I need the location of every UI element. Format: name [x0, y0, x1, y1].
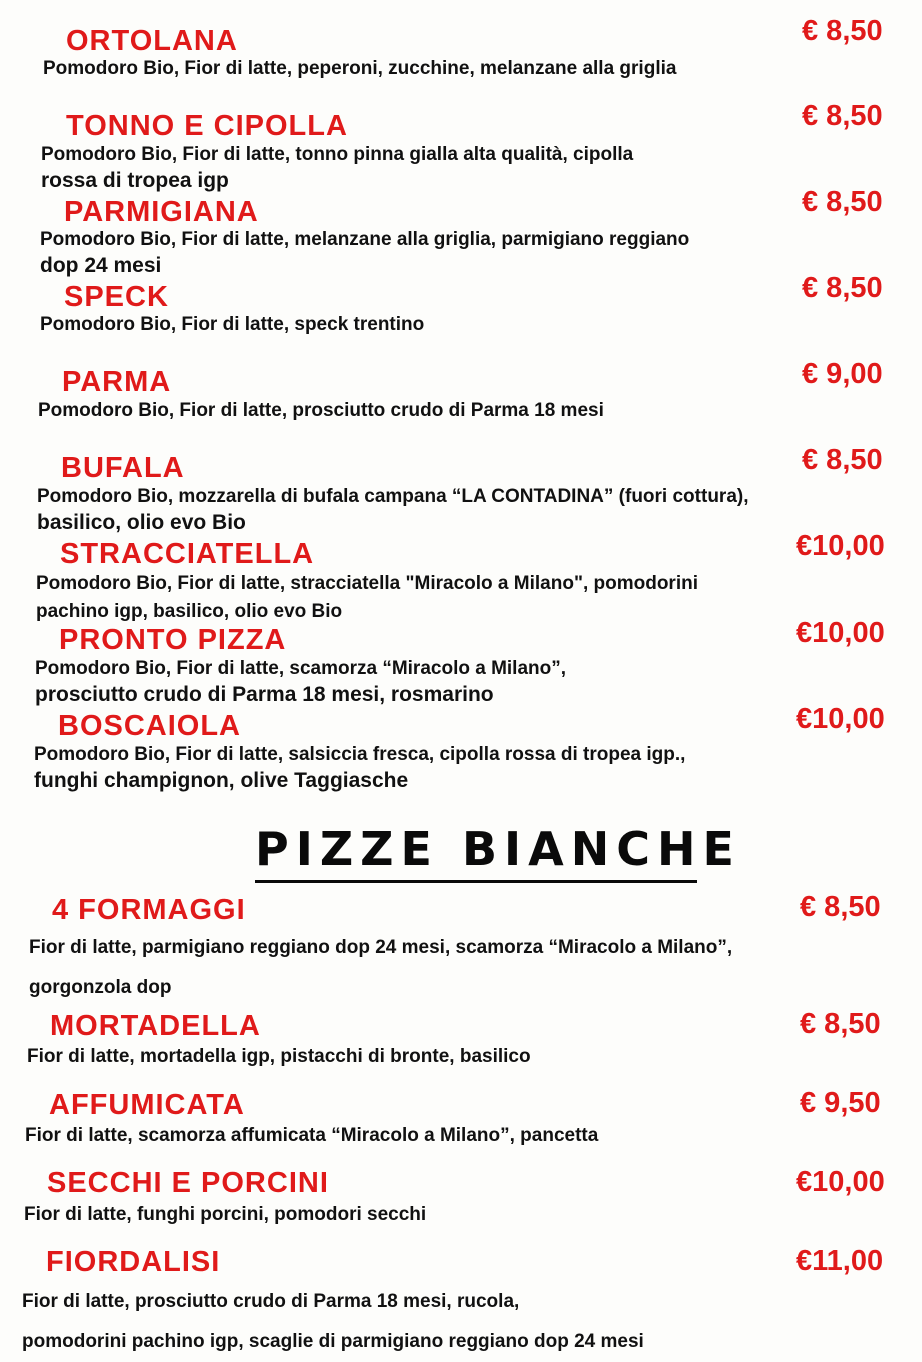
item-price-tonno-e-cipolla: € 8,50 [802, 100, 883, 132]
desc-line: funghi champignon, olive Taggiasche [34, 769, 409, 792]
item-name-speck: SPECK [64, 281, 169, 313]
item-name-fiordalisi: FIORDALISI [46, 1246, 221, 1278]
item-name-ortolana: ORTOLANA [66, 25, 238, 57]
desc-line: gorgonzola dop [29, 977, 172, 998]
section-title-underline [255, 880, 697, 883]
item-price-pronto-pizza: €10,00 [796, 617, 885, 649]
item-name-pronto-pizza: PRONTO PIZZA [59, 624, 287, 656]
item-price-ortolana: € 8,50 [802, 15, 883, 47]
section-title-pizze-bianche: PIZZE BIANCHE [255, 822, 741, 876]
desc-line: Pomodoro Bio, Fior di latte, scamorza “Miracolo a Milano”, [35, 658, 567, 679]
desc-line: Pomodoro Bio, Fior di latte, melanzane alla griglia, parmigiano reggiano [40, 229, 690, 250]
desc-line: Pomodoro Bio, Fior di latte, tonno pinna gialla alta qualità, cipolla [41, 144, 634, 165]
item-price-speck: € 8,50 [802, 272, 883, 304]
item-desc-boscaiola [34, 742, 685, 794]
item-price-bufala: € 8,50 [802, 444, 883, 476]
item-desc-parma [38, 399, 604, 423]
item-name-parmigiana: PARMIGIANA [64, 196, 259, 228]
item-desc-bufala [37, 484, 749, 536]
item-desc-ortolana [43, 57, 676, 81]
item-name-mortadella: MORTADELLA [50, 1010, 261, 1042]
desc-line: rossa di tropea igp [41, 169, 229, 192]
item-price-mortadella: € 8,50 [800, 1008, 881, 1040]
item-name-parma: PARMA [62, 366, 172, 398]
desc-line: Pomodoro Bio, Fior di latte, prosciutto crudo di Parma 18 mesi [38, 400, 604, 421]
desc-line: pomodorini pachino igp, scaglie di parmigiano reggiano dop 24 mesi [22, 1331, 644, 1352]
item-desc-fiordalisi [22, 1282, 644, 1362]
desc-line: Pomodoro Bio, Fior di latte, peperoni, zucchine, melanzane alla griglia [43, 58, 677, 79]
item-desc-speck [40, 313, 424, 337]
item-price-parmigiana: € 8,50 [802, 186, 883, 218]
desc-line: Fior di latte, mortadella igp, pistacchi di bronte, basilico [27, 1046, 531, 1067]
item-price-4-formaggi: € 8,50 [800, 891, 881, 923]
desc-line: Pomodoro Bio, mozzarella di bufala campana “LA CONTADINA” (fuori cottura), [37, 486, 749, 507]
item-desc-4-formaggi [29, 928, 732, 1008]
item-name-bufala: BUFALA [61, 452, 185, 484]
item-price-parma: € 9,00 [802, 358, 883, 390]
item-desc-stracciatella [36, 570, 698, 626]
desc-line: prosciutto crudo di Parma 18 mesi, rosmarino [35, 683, 494, 706]
item-name-tonno-e-cipolla: TONNO E CIPOLLA [66, 110, 348, 142]
item-price-fiordalisi: €11,00 [796, 1245, 884, 1277]
item-name-4-formaggi: 4 FORMAGGI [52, 894, 246, 926]
item-price-secchi-e-porcini: €10,00 [796, 1166, 885, 1198]
item-price-stracciatella: €10,00 [796, 530, 885, 562]
desc-line: dop 24 mesi [40, 254, 162, 277]
item-desc-parmigiana [40, 227, 689, 279]
item-price-affumicata: € 9,50 [800, 1087, 881, 1119]
desc-line: Fior di latte, funghi porcini, pomodori secchi [24, 1204, 427, 1225]
desc-line: Fior di latte, scamorza affumicata “Miracolo a Milano”, pancetta [25, 1125, 599, 1146]
desc-line: basilico, olio evo Bio [37, 511, 246, 534]
item-desc-pronto-pizza [35, 656, 566, 708]
item-desc-secchi-e-porcini [24, 1203, 426, 1227]
item-desc-affumicata [25, 1124, 598, 1148]
item-name-affumicata: AFFUMICATA [49, 1089, 245, 1121]
item-name-secchi-e-porcini: SECCHI E PORCINI [47, 1167, 329, 1199]
item-name-stracciatella: STRACCIATELLA [60, 538, 315, 570]
desc-line: Pomodoro Bio, Fior di latte, speck trentino [40, 314, 425, 335]
desc-line: pachino igp, basilico, olio evo Bio [36, 601, 343, 622]
item-price-boscaiola: €10,00 [796, 703, 885, 735]
desc-line: Fior di latte, parmigiano reggiano dop 24 mesi, scamorza “Miracolo a Milano”, [29, 937, 733, 958]
item-desc-tonno-e-cipolla [41, 142, 633, 194]
desc-line: Pomodoro Bio, Fior di latte, stracciatella "Miracolo a Milano", pomodorini [36, 573, 698, 594]
desc-line: Fior di latte, prosciutto crudo di Parma 18 mesi, rucola, [22, 1291, 520, 1312]
item-name-boscaiola: BOSCAIOLA [58, 710, 241, 742]
item-desc-mortadella [27, 1045, 531, 1069]
desc-line: Pomodoro Bio, Fior di latte, salsiccia fresca, cipolla rossa di tropea igp., [34, 744, 686, 765]
